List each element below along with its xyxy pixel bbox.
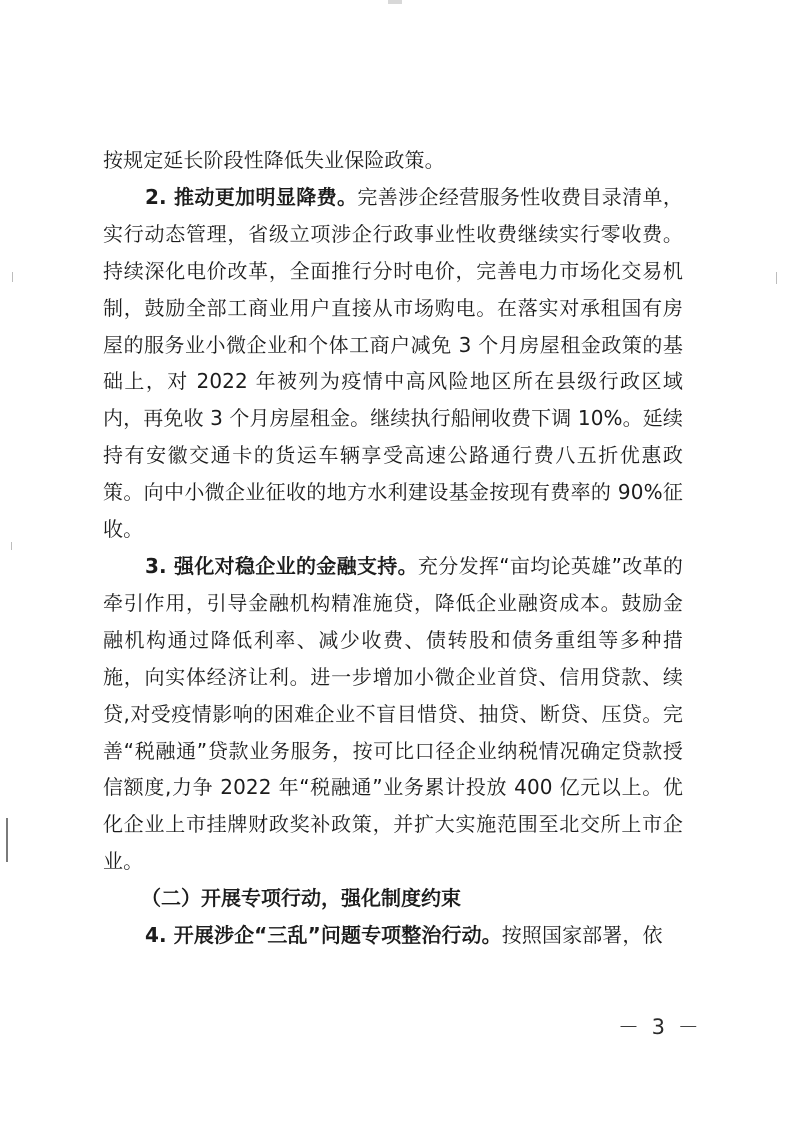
document-body	[103, 142, 683, 954]
page-number: － 3 －	[618, 1015, 702, 1039]
item-2-paragraph	[103, 179, 683, 548]
scan-artifact-margin	[12, 272, 13, 282]
item-4-body: 按照国家部署，依	[501, 923, 663, 948]
scan-artifact-margin	[11, 542, 12, 550]
item-4-paragraph	[103, 917, 683, 954]
item-3-body: 充分发挥“亩均论英雄”改革的牵引作用，引导金融机构精准施贷，降低企业融资成本。鼓励金融机构通过降低利率、减少收费、债转股和债务重组等多种措施，向实体经济让利。进一步增加小微企业首贷、信用贷款、续贷,对受疫情影响的困难企业不盲目惜贷、抽贷、断贷、压贷。完善“税融通”贷款业务服务，按可比口径企业纳税情况确定贷款授信额度,力争 2022 年“税融通”业务累计投放 400 亿元以上。优化企业上市挂牌财政奖补政策，并扩大实施范围至北交所上市企业。	[103, 553, 683, 874]
continuation-paragraph: 按规定延长阶段性降低失业保险政策。	[103, 148, 445, 172]
scan-artifact-top	[388, 0, 402, 4]
item-3-paragraph	[103, 548, 683, 880]
item-3-lead: 3. 强化对稳企业的金融支持。	[145, 553, 418, 578]
item-4-lead: 4. 开展涉企“三乱”问题专项整治行动。	[145, 923, 502, 948]
item-2-body: 完善涉企经营服务性收费目录清单，实行动态管理，省级立项涉企行政事业性收费继续实行零收费。持续深化电价改革，全面推行分时电价，完善电力市场化交易机制，鼓励全部工商业用户直接从市场购电。在落实对承租国有房屋的服务业小微企业和个体工商户减免 3 个月房屋租金政策的基础上，对 2022 年被列为疫情中高风险地区所在县级行政区域内，再免收 3 个月房屋租金。继续执行船闸收费下调 10%。延续持有安徽交通卡的货运车辆享受高速公路通行费八五折优惠政策。向中小微企业征收的地方水利建设基金按现有费率的 90%征收。	[103, 184, 683, 542]
scan-artifact-binding-mark	[6, 818, 8, 862]
scan-artifact-margin	[776, 272, 777, 284]
section-heading: （二）开展专项行动，强化制度约束	[141, 886, 461, 911]
item-2-lead: 2. 推动更加明显降费。	[145, 184, 358, 209]
